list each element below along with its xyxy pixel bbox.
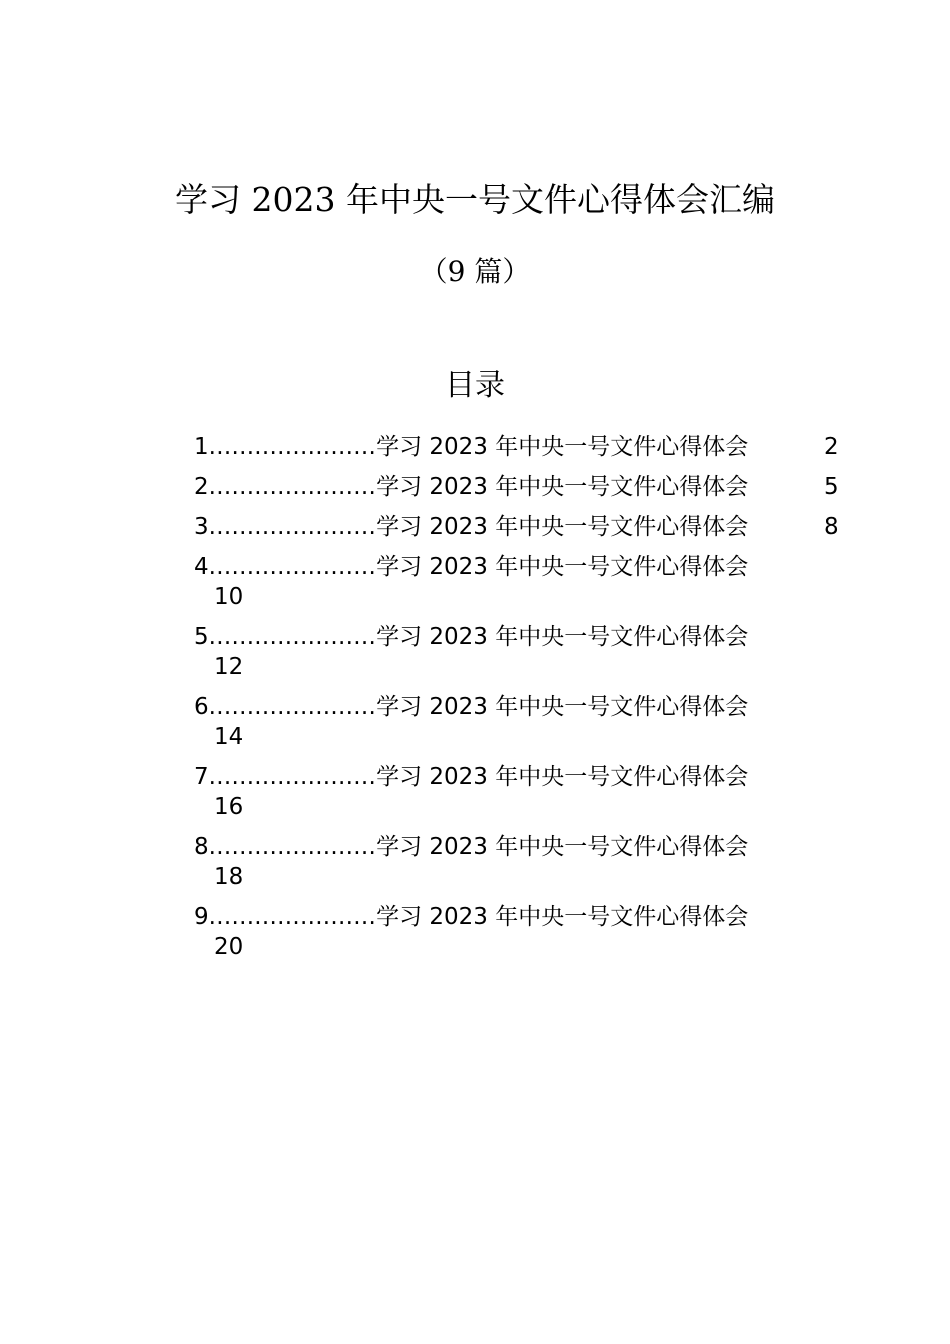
toc-entry-title: 学习 2023 年中央一号文件心得体会 [376,624,749,650]
toc-entry-leader: ...................... [208,514,377,540]
toc-entry-leader: ...................... [208,554,377,580]
toc-entry-page: 16 [214,794,244,820]
toc-entry-leader: ...................... [208,624,377,650]
toc-entry[interactable] [194,762,854,832]
toc-entry-number: 7 [194,764,209,790]
toc-entry-title: 学习 2023 年中央一号文件心得体会 [376,474,749,500]
toc-entry[interactable] [194,692,854,762]
toc-entry-number: 2 [194,474,209,500]
toc-entry-number: 5 [194,624,209,650]
toc-entry-title: 学习 2023 年中央一号文件心得体会 [376,764,749,790]
toc-entry-title: 学习 2023 年中央一号文件心得体会 [376,834,749,860]
toc-entry-leader: ...................... [208,904,377,930]
toc-entry-page: 5 [824,474,839,500]
toc-heading: 目录 [445,368,505,403]
toc-entry-page: 12 [214,654,244,680]
toc-entry-page: 10 [214,584,244,610]
toc-entry-number: 1 [194,434,209,460]
toc-entry-leader: ...................... [208,474,377,500]
toc-entry-page: 14 [214,724,244,750]
toc-entry-number: 8 [194,834,209,860]
toc-entry-title: 学习 2023 年中央一号文件心得体会 [376,434,749,460]
toc-entry-page: 8 [824,514,839,540]
toc-entry-number: 4 [194,554,209,580]
table-of-contents [194,432,854,972]
toc-entry[interactable] [194,512,854,552]
document-title: 学习 2023 年中央一号文件心得体会汇编 [175,180,775,219]
toc-entry-number: 3 [194,514,209,540]
toc-entry-title: 学习 2023 年中央一号文件心得体会 [376,514,749,540]
toc-entry-leader: ...................... [208,834,377,860]
toc-entry-page: 20 [214,934,244,960]
toc-entry[interactable] [194,902,854,972]
toc-entry[interactable] [194,472,854,512]
toc-entry[interactable] [194,552,854,622]
document-subtitle: （9 篇） [419,255,531,288]
toc-entry-title: 学习 2023 年中央一号文件心得体会 [376,554,749,580]
toc-entry[interactable] [194,832,854,902]
toc-entry-page: 2 [824,434,839,460]
toc-entry-title: 学习 2023 年中央一号文件心得体会 [376,694,749,720]
toc-entry-title: 学习 2023 年中央一号文件心得体会 [376,904,749,930]
toc-entry-number: 6 [194,694,209,720]
toc-entry[interactable] [194,622,854,692]
toc-entry-number: 9 [194,904,209,930]
toc-entry-leader: ...................... [208,764,377,790]
toc-entry-page: 18 [214,864,244,890]
toc-entry-leader: ...................... [208,694,377,720]
toc-entry-leader: ...................... [208,434,377,460]
toc-entry[interactable] [194,432,854,472]
